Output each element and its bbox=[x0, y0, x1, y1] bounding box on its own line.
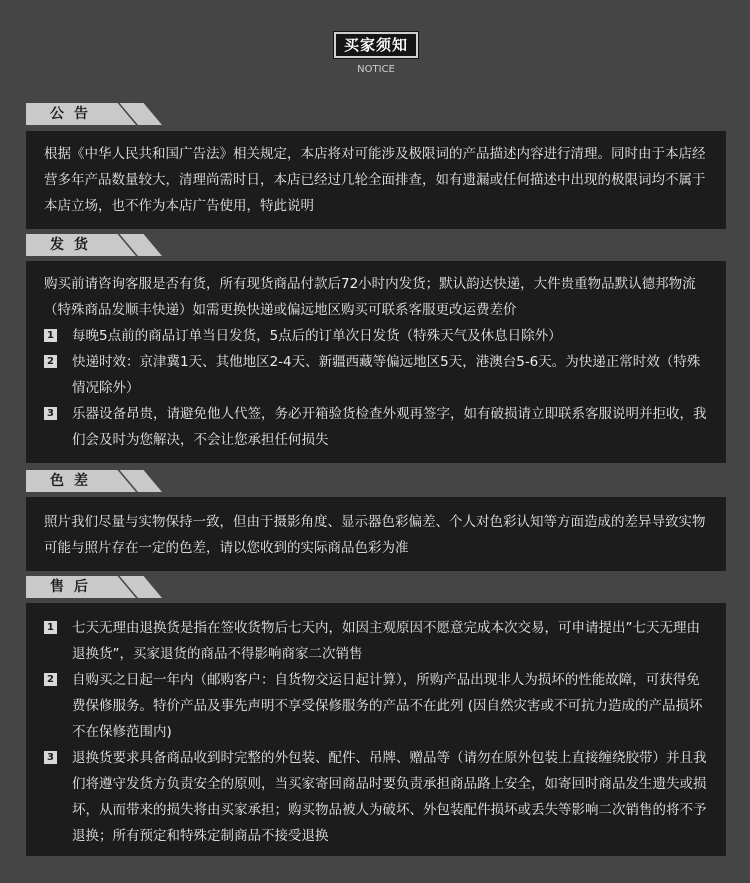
notice-title: 买家须知 bbox=[334, 32, 418, 58]
section-panel-color-difference bbox=[26, 497, 726, 571]
section-panel-after-sales bbox=[26, 603, 726, 856]
list-item bbox=[44, 349, 710, 401]
paragraph: 照片我们尽量与实物保持一致，但由于摄影角度、显示器色彩偏差、个人对色彩认知等方面造成的差异导致实物可能与照片存在一定的色差，请以您收到的实际商品色彩为准 bbox=[44, 514, 706, 556]
list-item-text: 每晚5点前的商品订单当日发货，5点后的订单次日发货（特殊天气及休息日除外） bbox=[72, 328, 562, 344]
tab-label: 发货 bbox=[26, 234, 112, 256]
number-badge: 3 bbox=[44, 407, 57, 420]
paragraph: 购买前请咨询客服是否有货，所有现货商品付款后72小时内发货；默认韵达快递，大件贵重物品默认德邦物流（特殊商品发顺丰快递）如需更换快递或偏远地区购买可联系客服更改运费差价 bbox=[44, 276, 696, 318]
number-badge: 3 bbox=[44, 751, 57, 764]
list-item-text: 七天无理由退换货是指在签收货物后七天内，如因主观原因不愿意完成本次交易，可申请提出”七天无理由退换货”，买家退货的商品不得影响商家二次销售 bbox=[72, 620, 700, 662]
section-panel-announcement bbox=[26, 131, 726, 229]
tab-label: 售后 bbox=[26, 576, 112, 598]
list-item bbox=[44, 667, 710, 745]
number-badge: 2 bbox=[44, 673, 57, 686]
list-item-text: 快递时效：京津冀1天、其他地区2-4天、新疆西藏等偏远地区5天，港澳台5-6天。为快递正常时效（特殊情况除外） bbox=[72, 354, 701, 396]
list-item bbox=[44, 323, 710, 349]
list-item bbox=[44, 401, 710, 453]
number-badge: 1 bbox=[44, 621, 57, 634]
tab-label: 公告 bbox=[26, 103, 112, 125]
notice-subtitle: NOTICE bbox=[357, 64, 395, 75]
tab-label: 色差 bbox=[26, 470, 112, 492]
list-item-text: 乐器设备昂贵，请避免他人代签，务必开箱验货检查外观再签字，如有破损请立即联系客服说明并拒收，我们会及时为您解决，不会让您承担任何损失 bbox=[72, 406, 707, 448]
list-item bbox=[44, 615, 710, 667]
paragraph: 根据《中华人民共和国广告法》相关规定，本店将对可能涉及极限词的产品描述内容进行清理。同时由于本店经营多年产品数量较大，清理尚需时日，本店已经过几轮全面排查，如有遗漏或任何描述中出现的极限词均不属于本店立场，也不作为本店广告使用，特此说明 bbox=[44, 146, 706, 214]
list-item-text: 自购买之日起一年内（邮购客户：自货物交运日起计算），所购产品出现非人为损坏的性能故障，可获得免费保修服务。特价产品及事先声明不享受保修服务的产品不在此列 (因自然灾害或不可抗力造成的产品损坏不在保修范围内) bbox=[72, 672, 703, 740]
list-item-text: 退换货要求具备商品收到时完整的外包装、配件、吊牌、赠品等（请勿在原外包装上直接缠绕胶带）并且我们将遵守发货方负责安全的原则，当买家寄回商品时要负责承担商品路上安全，如寄回时商品发生遗失或损坏，从而带来的损失将由买家承担；购买物品被人为破坏、外包装配件损坏或丢失等影响二次销售的将不予退换；所有预定和特殊定制商品不接受退换 bbox=[72, 750, 707, 844]
number-badge: 1 bbox=[44, 329, 57, 342]
section-panel-shipping bbox=[26, 261, 726, 463]
number-badge: 2 bbox=[44, 355, 57, 368]
list-item bbox=[44, 745, 710, 849]
